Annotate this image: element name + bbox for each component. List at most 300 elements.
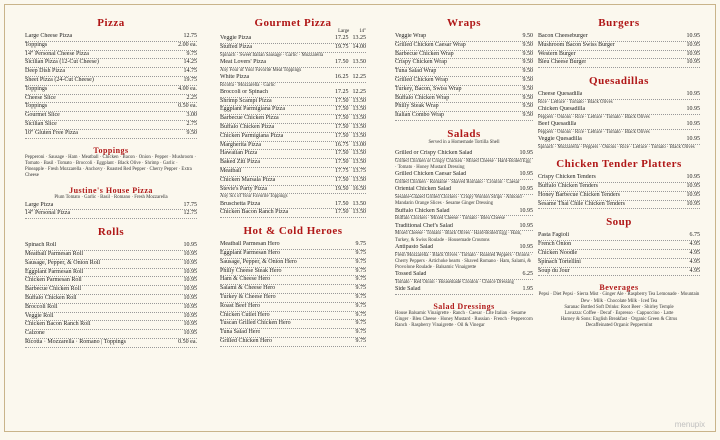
item-price: 10.95 — [686, 91, 700, 98]
item-price: 10.95 — [519, 171, 533, 178]
item-price: 10.95 — [519, 243, 533, 250]
menu-item — [538, 51, 700, 60]
item-name: Philly Steak Wrap — [395, 103, 439, 110]
item-name: Buffalo Chicken Wrap — [395, 94, 450, 101]
menu-item — [538, 42, 700, 51]
menu-item — [25, 277, 197, 286]
item-prices — [333, 124, 366, 132]
item-name: Buffalo Chicken Roll — [25, 294, 77, 301]
item-name: Ricotta · Mozzarella · Romano | Toppings — [25, 338, 126, 345]
menu-item — [538, 33, 700, 42]
menu-item — [220, 294, 366, 303]
justines-list — [25, 202, 197, 220]
item-price: 10.95 — [686, 50, 700, 57]
item-prices — [333, 150, 366, 158]
menu-item — [220, 106, 366, 115]
item-name: Spinach Roll — [25, 242, 57, 249]
column-1 — [25, 17, 197, 427]
menu-item — [25, 103, 197, 112]
item-description: Buffalo Chicken · Mixed Cheese · Tomato · Bleu Cheese — [395, 216, 505, 222]
quesadillas-heading: Quesadillas — [589, 75, 649, 88]
item-price-small: 13.50 — [352, 209, 366, 216]
menu-item — [220, 115, 366, 124]
menu-item — [25, 68, 197, 77]
item-name: Baked Ziti Pizza — [220, 159, 260, 166]
item-price-small: 13.50 — [352, 123, 366, 130]
menu-item — [395, 95, 533, 104]
item-name: Large Pizza — [25, 201, 54, 208]
menu-item — [538, 174, 700, 183]
item-name: Eggplant Parmigiana Pizza — [220, 106, 285, 113]
quesadillas-list — [538, 91, 700, 151]
item-price: 10.95 — [686, 41, 700, 48]
item-price: 3.00 — [186, 112, 197, 119]
item-price-large: 17.50 — [335, 106, 349, 113]
item-name: French Onion — [538, 241, 572, 248]
menu-item — [538, 121, 700, 130]
item-price: 9.75 — [355, 320, 366, 327]
item-name: Tuna Salad Hero — [220, 329, 261, 336]
item-price-large: 17.50 — [335, 97, 349, 104]
item-price: 9.75 — [186, 50, 197, 57]
item-price: 9.50 — [522, 41, 533, 48]
item-name: Western Burger — [538, 50, 576, 57]
item-name: Veggie Roll — [25, 312, 54, 319]
item-price: 6.75 — [689, 232, 700, 239]
beverages-list — [538, 292, 700, 329]
item-name: Toppings — [25, 85, 48, 92]
item-price-small: 13.50 — [352, 97, 366, 104]
item-price: 9.50 — [522, 50, 533, 57]
item-price: 10.95 — [686, 136, 700, 143]
item-description: Peppers · Onions · Rice · Lettuce · Tomato · Black Olives — [538, 114, 650, 120]
item-price: 10.95 — [519, 207, 533, 214]
menu-item — [220, 241, 366, 250]
burgers-heading: Burgers — [598, 17, 640, 29]
menu-item — [220, 338, 366, 347]
menu-item — [220, 201, 366, 210]
menu-item — [25, 330, 197, 339]
wraps-heading: Wraps — [446, 17, 482, 29]
item-name: Beef Quesadilla — [538, 121, 577, 128]
item-name: Turkey & Cheese Hero — [220, 293, 276, 300]
item-price: 9.75 — [355, 329, 366, 336]
item-name: Veggie Quesadilla — [538, 136, 582, 143]
item-price: 12.75 — [183, 210, 197, 217]
beverage-line: Saranac Bottled Soft Drinks: Root Beer · Shirley Temple — [564, 304, 674, 310]
item-price: 19.75 — [183, 76, 197, 83]
menu-item — [538, 183, 700, 192]
item-price: 10.95 — [183, 268, 197, 275]
item-price-small: 13.50 — [352, 176, 366, 183]
item-description: Spinach · Mozzarella · Peppers · Onions · Rice · Lettuce · Tomato · Black Olives — [538, 144, 695, 150]
item-name: Veggie Pizza — [220, 35, 252, 41]
item-name: Buffalo Chicken Tenders — [538, 182, 599, 189]
menu-item — [395, 208, 533, 217]
item-price-small: 13.50 — [352, 115, 366, 122]
item-name: Chicken Cutlet Hero — [220, 311, 270, 318]
item-price: 10.95 — [183, 330, 197, 337]
item-price: 9.75 — [355, 249, 366, 256]
rolls-list — [25, 242, 197, 348]
item-price: 10.95 — [686, 191, 700, 198]
col-small-label: 14" — [359, 29, 366, 34]
menu-item — [220, 303, 366, 312]
item-price: 2.00 ea. — [178, 41, 197, 48]
menu-item — [25, 251, 197, 260]
item-prices — [333, 133, 366, 141]
item-name: Eggplant Parmesan Roll — [25, 268, 84, 275]
item-name: Traditional Chef's Salad — [395, 222, 453, 229]
menu-item — [220, 98, 366, 107]
menu-page — [4, 4, 716, 432]
item-price: 0.50 ea. — [178, 338, 197, 345]
item-name: Deep Dish Pizza — [25, 68, 65, 75]
item-prices — [333, 177, 366, 185]
item-name: Tuscan Grilled Chicken Hero — [220, 320, 291, 327]
item-price: 10.95 — [519, 186, 533, 193]
soup-list — [538, 232, 700, 276]
item-price-large: 17.25 — [335, 88, 349, 95]
menu-item — [538, 136, 700, 145]
menu-item — [395, 271, 533, 280]
item-name: Sicilian Pizza (12-Cut Cheese) — [25, 59, 99, 66]
menu-item — [395, 68, 533, 77]
item-price-large: 19.75 — [335, 43, 349, 50]
item-name: Crispy Chicken Tenders — [538, 174, 596, 181]
menu-item — [395, 286, 533, 295]
item-price: 9.50 — [522, 85, 533, 92]
item-prices — [333, 44, 366, 52]
item-price: 4.95 — [689, 267, 700, 274]
menu-item — [25, 130, 197, 139]
item-name: Broccoli Roll — [25, 303, 58, 310]
item-name: Meat Lovers' Pizza — [220, 58, 267, 65]
item-price: 10.95 — [686, 33, 700, 39]
item-price: 10.95 — [183, 321, 197, 328]
item-prices — [333, 142, 366, 150]
item-name: Soup du Jour — [538, 267, 570, 274]
item-price-large: 19.50 — [335, 185, 349, 192]
item-name: Turkey, Bacon, Swiss Wrap — [395, 85, 462, 92]
item-price-large: 17.50 — [335, 123, 349, 130]
item-description: Sesame-Glazed Grilled Chicken · Crispy Wonton Strips · Almond · Mandarin Orange Slices · Sesame Ginger Dressing — [395, 195, 525, 207]
menu-item — [220, 168, 366, 177]
item-price: 9.75 — [355, 302, 366, 309]
item-price: 10.95 — [519, 150, 533, 157]
menu-item — [220, 133, 366, 142]
item-price-small: 14.00 — [352, 43, 366, 50]
item-price: 9.75 — [355, 337, 366, 344]
menu-item — [25, 269, 197, 278]
item-price: 10.95 — [519, 222, 533, 229]
item-name: 14" Personal Pizza — [25, 210, 71, 217]
item-price-large: 17.50 — [335, 115, 349, 122]
item-prices — [333, 201, 366, 209]
item-price-large: 17.50 — [335, 150, 349, 157]
item-name: Chicken Bacon Ranch Pizza — [220, 209, 289, 216]
item-price: 14.75 — [183, 68, 197, 75]
item-name: Buffalo Chicken Pizza — [220, 123, 275, 130]
item-description: Spinach · Sweet Italian Sausage · Garlic · Mozzarella — [220, 52, 324, 58]
item-name: Stevie's Party Pizza — [220, 185, 268, 192]
item-name: Toppings — [25, 41, 48, 48]
item-name: Side Salad — [395, 286, 421, 293]
beverage-line: Harney & Sons: English Breakfast · Organic Green & Citrus — [560, 317, 678, 323]
item-description: Any Four of Your Favorite Meat Toppings — [220, 67, 302, 73]
item-price-large: 17.75 — [335, 167, 349, 174]
menu-item — [25, 313, 197, 322]
item-price: 9.75 — [355, 276, 366, 283]
item-name: Spinach Tortellini — [538, 258, 581, 265]
item-name: Ham & Cheese Hero — [220, 276, 271, 283]
item-price: 12.75 — [183, 33, 197, 39]
item-name: Shrimp Scampi Pizza — [220, 97, 272, 104]
menu-item — [220, 259, 366, 268]
item-description: Rice · Lettuce · Tomato · Black Olives — [538, 99, 613, 105]
menu-item — [220, 177, 366, 186]
item-name: Oriental Chicken Salad — [395, 186, 451, 193]
menu-item — [25, 286, 197, 295]
pizza-heading: Pizza — [97, 17, 125, 29]
menu-item — [220, 268, 366, 277]
menu-item — [220, 320, 366, 329]
menu-item — [25, 260, 197, 269]
menu-item — [25, 202, 197, 211]
dressings-heading: Salad Dressings — [433, 301, 495, 311]
item-price: 10.95 — [686, 106, 700, 113]
menu-item — [220, 150, 366, 159]
tenders-heading: Chicken Tender Platters — [556, 158, 682, 171]
menu-item — [220, 35, 366, 44]
item-name: Calzone — [25, 330, 45, 337]
item-name: Grilled Chicken Caesar Wrap — [395, 41, 466, 48]
menu-item — [395, 103, 533, 112]
item-name: Sesame Thai Chile Chicken Tenders — [538, 200, 626, 207]
item-price: 9.50 — [186, 129, 197, 136]
wraps-list — [395, 33, 533, 121]
menu-item — [538, 201, 700, 210]
item-price-small: 12.25 — [352, 73, 366, 80]
menu-item — [538, 59, 700, 68]
item-price: 4.95 — [689, 258, 700, 265]
item-price-small: 13.50 — [352, 159, 366, 166]
menu-item — [220, 250, 366, 259]
soup-heading: Soup — [606, 216, 632, 229]
item-price-small: 13.50 — [352, 58, 366, 65]
item-name: Sausage, Pepper, & Onion Hero — [220, 258, 297, 265]
item-price: 6.25 — [522, 271, 533, 278]
item-price-large: 17.50 — [335, 209, 349, 216]
item-prices — [333, 106, 366, 114]
item-price: 9.50 — [522, 59, 533, 66]
item-price: 9.75 — [355, 258, 366, 265]
item-price: 10.95 — [183, 259, 197, 266]
item-name: Buffalo Chicken Salad — [395, 207, 450, 214]
item-price: 4.95 — [689, 249, 700, 256]
item-name: Grilled Chicken Wrap — [395, 76, 448, 83]
item-name: 14" Personal Cheese Pizza — [25, 50, 89, 57]
item-price: 10.95 — [183, 242, 197, 249]
item-name: Chicken Parmesan Roll — [25, 277, 82, 284]
salads-subtitle: Served in a Homemade Tortilla Shell — [428, 139, 500, 145]
item-name: Bruschetta Pizza — [220, 200, 261, 207]
item-name: Chicken Marsala Pizza — [220, 176, 276, 183]
col-large-label: Large — [338, 29, 350, 34]
menu-item — [220, 329, 366, 338]
item-prices — [333, 168, 366, 176]
item-prices — [333, 59, 366, 67]
item-price: 9.50 — [522, 76, 533, 83]
item-description: Peppers · Onions · Rice · Lettuce · Tomato · Black Olives — [538, 129, 650, 135]
item-name: Barbecue Chicken Roll — [25, 286, 81, 293]
item-name: Gourmet Slice — [25, 112, 60, 119]
item-name: Cheese Quesadilla — [538, 91, 583, 98]
item-price-small: 16.50 — [352, 185, 366, 192]
item-name: Tossed Salad — [395, 271, 427, 278]
heroes-heading: Hot & Cold Heroes — [243, 225, 343, 238]
toppings-desc: Pepperoni · Sausage · Ham · Meatball · Chicken · Bacon · Onion · Pepper · Mushroom · Tomato · Basil · Tomato · Broccoli · Eggplant · Black Olive · Shrimp · Garlic · Pineapple · Fresh Mozzarella · Anchovy · Roasted Red Pepper · Cherry Pepper · Extra Cheese — [25, 154, 196, 179]
column-4 — [538, 17, 700, 427]
item-price: 9.50 — [522, 94, 533, 101]
menu-item — [25, 321, 197, 330]
menu-item — [25, 95, 197, 104]
item-price: 10.95 — [183, 250, 197, 257]
item-name: Broccoli or Spinach — [220, 88, 268, 95]
item-price-large: 17.50 — [335, 132, 349, 139]
item-prices — [333, 74, 366, 82]
menu-item — [538, 106, 700, 115]
item-price-large: 17.50 — [335, 159, 349, 166]
menu-item — [395, 33, 533, 42]
gourmet-heading: Gourmet Pizza — [254, 17, 332, 29]
beverage-line: Pepsi · Diet Pepsi · Sierra Mist · Ginger Ale · Raspberry Tea Lemonade · Mountain Dew · Milk · Chocolate Milk · Iced Tea — [538, 292, 700, 304]
item-name: Philly Cheese Steak Hero — [220, 267, 282, 274]
item-prices — [333, 89, 366, 97]
item-name: Grilled Chicken Caesar Salad — [395, 171, 467, 178]
burgers-list — [538, 33, 700, 68]
menu-item — [25, 304, 197, 313]
menu-item — [220, 312, 366, 321]
item-description: Ricotta · Mozzarella · Garlic — [220, 82, 276, 88]
salads-list — [395, 150, 533, 295]
item-description: Grilled Chicken · Romaine · Shaved Romano · Crouton · Caesar — [395, 180, 520, 186]
item-name: Italian Combo Wrap — [395, 112, 444, 119]
pizza-list — [25, 33, 197, 139]
salads-heading: Salads — [447, 127, 481, 140]
item-description: Tomato · Red Onion · Housemade Crouton · Choice Dressing — [395, 279, 514, 285]
item-price: 10.95 — [686, 200, 700, 207]
menu-item — [395, 223, 533, 232]
toppings-heading: Toppings — [93, 145, 129, 155]
item-description: Mixed Cheese · Tomato · Black Olives · Hard-Boiled Egg · Ham, Turkey, & Swiss Roulade · Housemade Croutons — [395, 231, 522, 243]
item-name: Hawaiian Pizza — [220, 150, 258, 157]
item-price-large: 17.25 — [335, 35, 349, 41]
item-name: Veggie Wrap — [395, 33, 427, 39]
item-price-small: 12.25 — [352, 88, 366, 95]
menu-item — [395, 86, 533, 95]
menu-item — [220, 142, 366, 151]
menu-item — [25, 51, 197, 60]
item-price: 9.75 — [355, 267, 366, 274]
menu-item — [538, 259, 700, 268]
item-price: 17.75 — [183, 201, 197, 208]
item-name: Chicken Noodle — [538, 249, 578, 256]
item-name: Antipasto Salad — [395, 243, 434, 250]
item-price: 10.95 — [686, 59, 700, 66]
item-price: 9.75 — [355, 285, 366, 292]
item-name: Meatball Parmesan Hero — [220, 241, 280, 248]
menu-item — [395, 42, 533, 51]
menu-item — [25, 86, 197, 95]
tenders-list — [538, 174, 700, 209]
item-price: 9.50 — [522, 68, 533, 75]
menu-item — [25, 295, 197, 304]
menu-item — [25, 210, 197, 219]
item-name: 10" Gluten Free Pizza — [25, 129, 78, 136]
item-name: Grilled or Crispy Chicken Salad — [395, 150, 473, 157]
item-prices — [333, 35, 366, 43]
dressings-desc: House Balsamic Vinaigrette · Ranch · Caesar · Lite Italian · Sesame Ginger · Bleu Cheese · Honey Mustard · Russian · French · Peppercorn Ranch · Raspberry Vinaigrette · Oil & Vinegar — [395, 310, 533, 329]
beverage-line: Lavazza: Coffee · Decaf · Espresso · Cappuccino · Latte — [564, 310, 674, 316]
menu-item — [25, 42, 197, 51]
item-name: Bacon Cheeseburger — [538, 33, 588, 39]
item-name: Eggplant Parmesan Hero — [220, 249, 280, 256]
item-price-large: 16.75 — [335, 141, 349, 148]
item-price-small: 13.50 — [352, 106, 366, 113]
item-name: Barbecue Chicken Wrap — [395, 50, 454, 57]
item-price-large: 17.50 — [335, 176, 349, 183]
menu-item — [395, 59, 533, 68]
menu-item — [538, 268, 700, 277]
item-name: Chicken Bacon Ranch Roll — [25, 321, 91, 328]
menu-item — [395, 244, 533, 253]
beverages-heading: Beverages — [599, 283, 639, 293]
item-price: 10.95 — [183, 286, 197, 293]
item-price-large: 17.50 — [335, 200, 349, 207]
menu-item — [25, 59, 197, 68]
item-name: Cheese Slice — [25, 94, 56, 101]
item-name: Stuffed Pizza — [220, 43, 253, 50]
item-price: 1.95 — [522, 286, 533, 293]
item-description: Fresh Mozzarella · Black Olives · Tomato · Roasted Peppers · Onions · Cherry Peppers · Artichoke hearts · Shaved Romano · Ham, Salami, & Provolone Roulade · Balsamic Vinaigrette — [395, 252, 533, 270]
item-price: 2.25 — [186, 94, 197, 101]
item-price-large: 17.50 — [335, 58, 349, 65]
item-name: Honey Barbecue Chicken Tenders — [538, 191, 620, 198]
item-name: Salami & Cheese Hero — [220, 285, 276, 292]
menu-item — [538, 250, 700, 259]
item-prices — [333, 98, 366, 106]
item-price: 9.75 — [355, 241, 366, 248]
item-name: Sicilian Slice — [25, 120, 57, 127]
menu-item — [395, 186, 533, 195]
item-name: Sheet Pizza (24-Cut Cheese) — [25, 76, 94, 83]
menu-item — [220, 89, 366, 98]
menu-item — [395, 150, 533, 159]
item-price: 9.75 — [355, 293, 366, 300]
item-prices — [333, 159, 366, 167]
menu-item — [538, 91, 700, 100]
item-prices — [333, 115, 366, 123]
item-name: Sausage, Pepper, & Onion Roll — [25, 259, 101, 266]
menu-item — [220, 186, 366, 195]
column-2 — [220, 17, 366, 427]
item-name: Roast Beef Hero — [220, 302, 260, 309]
item-price-small: 13.25 — [352, 35, 366, 41]
watermark: menupix — [674, 420, 705, 429]
item-name: Crispy Chicken Wrap — [395, 59, 447, 66]
item-price: 9.50 — [522, 103, 533, 110]
